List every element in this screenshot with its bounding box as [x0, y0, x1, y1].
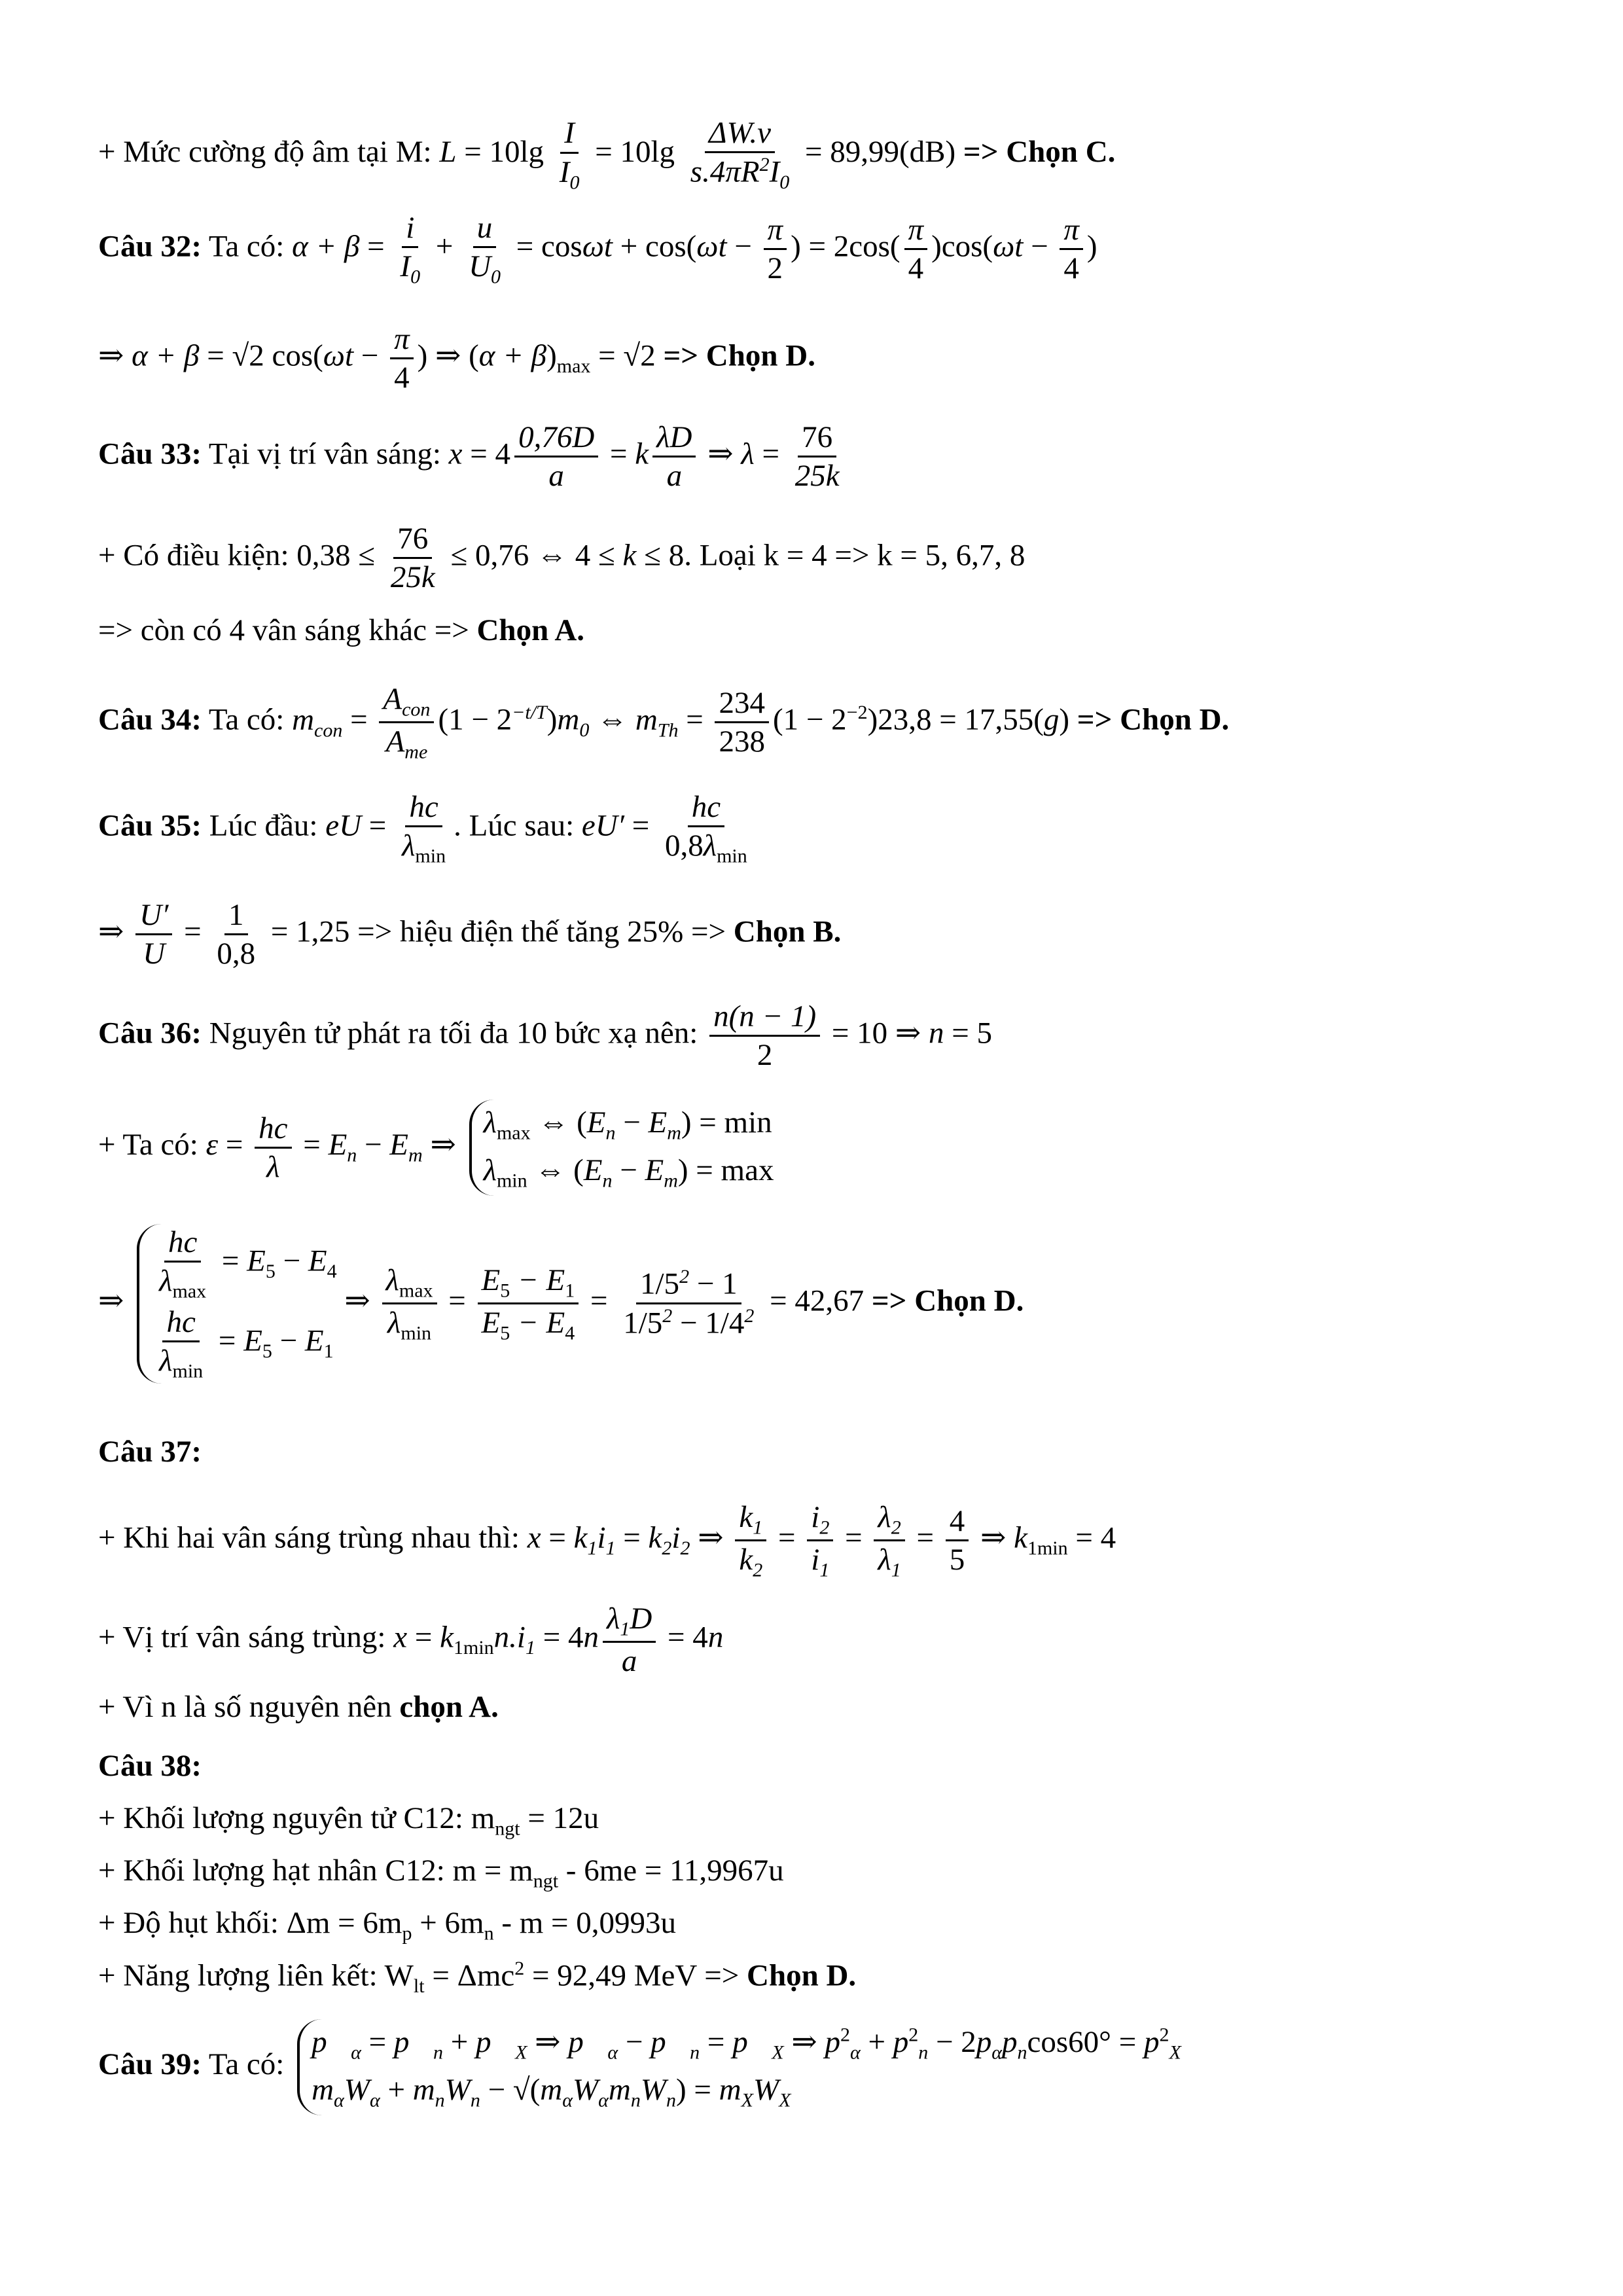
question-label: Câu 34:	[98, 702, 202, 737]
text: = Δmc	[424, 1958, 515, 1993]
text: - m = 0,0993u	[493, 1906, 677, 1940]
text: . Lúc sau:	[454, 808, 582, 843]
q38-line4: + Năng lượng liên kết: $W_{lt} = \Delta mc^2 = 92,49$ MeV => Chọn D.	[98, 1958, 857, 1998]
question-label: Câu 32:	[98, 229, 202, 264]
q35-line1: Câu 35: Lúc đầu: eU = hc $\lambda_{min}$ . Lúc sau: eU′ = hc $0,8\lambda_{min}$	[98, 790, 747, 867]
answer: Chọn A.	[476, 613, 585, 647]
text: + Có điều kiện:	[98, 538, 297, 573]
q33-line1: Câu 33: Tại vị trí vân sáng: x = 4 $\frac{0,76D}{a}$ = k $\frac{\lambda D}{a}$ ⇒ λ = $\frac{76}{25k}$	[98, 420, 840, 493]
text: = 92,49 MeV =>	[524, 1958, 747, 1993]
text: + Năng lượng liên kết: W	[98, 1958, 414, 1993]
text: + Ta có:	[98, 1128, 206, 1162]
fraction: $\frac{\Delta W.v}{s.4\pi R^2I_0}$	[690, 116, 790, 194]
answer: Chọn B.	[733, 914, 842, 949]
q39-line: Câu 39: Ta có: $p⃗_\alpha$ = $p⃗_n$ + $p⃗_X$ ⇒ $p⃗_\alpha$ − $p⃗_n$ = $p⃗_X$ ⇒ $p^2_\alpha + p^2_n - 2p_\alpha p_n\cos 60^\circ = p^2_X$ $m_\alpha W_\alpha + m_nW_n - √(m_\alpha W_\alpha m_nW_n) = m_XW_X$	[98, 2019, 1181, 2115]
text: + Khối lượng hạt nhân C12: m = m	[98, 1854, 533, 1888]
q37-label	[98, 1433, 202, 1470]
q38-label	[98, 1748, 202, 1784]
fraction: $\frac{I}{I_0}$	[559, 116, 580, 194]
q38-line2: + Khối lượng hạt nhân C12: $m = m_{ngt} - 6me = 11,9967u$	[98, 1854, 784, 1892]
question-label: Câu 39:	[98, 2047, 202, 2082]
question-label: Câu 38:	[98, 1749, 202, 1783]
question-label: Câu 33:	[98, 437, 202, 471]
text: - 6me = 11,9967u	[558, 1854, 784, 1888]
q34-line: Câu 34: Ta có: $m_{con}$ = $A_{con}$ $A_{me}$ $(1 - 2^{-t/T})m_0$ ⇔ $m_{Th}$ = $\frac{234}{238}$ $(1 - 2^{-2})23,8 = 17,55(g)$ => Chọn D.	[98, 682, 1230, 763]
text: = 12u	[520, 1801, 599, 1835]
line-sound-intensity: + Mức cường độ âm tại M: L = 10lg $\frac{I}{I_0}$ = 10lg $\frac{\Delta W.v}{s.4\pi R^2I_0}$ = 89,99(dB) => Chọn C.	[98, 116, 1116, 194]
q36-line3: ⇒ hc $\lambda_{max}$ = $E_5 - E_4$ hc $\lambda_{min}$ = $E_5 - E_1$ ⇒ $\lambda_{max}$ $\lambda_{min}$ = $\frac{E_5 - E_1}{E_5 - E_4}$ = $\frac{1/5^2 - 1}{1/5^2 - 1/4^2}$ = 42,67 => Chọn D.	[98, 1225, 1024, 1382]
text: + Vì n là số nguyên nên	[98, 1690, 400, 1724]
text: . Loại k = 4 => k = 5, 6,7, 8	[684, 538, 1026, 573]
q37-line3	[98, 1689, 499, 1725]
question-label: Câu 35:	[98, 808, 202, 843]
text: Nguyên tử phát ra tối đa 10 bức xạ nên:	[201, 1016, 706, 1050]
q37-line2: + Vị trí vân sáng trùng: $x = k_{1min}n.i_1 = 4n$ $\frac{\lambda_1D}{a}$ = 4n	[98, 1602, 724, 1679]
q33-line3	[98, 612, 584, 649]
q32-line1: Câu 32: Ta có: α + β = $\frac{i}{I_0}$ + $\frac{u}{U_0}$ = cosωt + cos(ωt − $\frac{\pi}{2}$ ) = 2cos( $\frac{\pi}{4}$ )cos(ωt − $\frac{\pi}{4}$ )	[98, 211, 1097, 288]
answer: => Chọn C.	[963, 135, 1116, 169]
q38-line1: + Khối lượng nguyên tử C12: $m_{ngt} = 12u$	[98, 1801, 599, 1840]
text: Ta có:	[201, 229, 293, 264]
text: + Khi hai vân sáng trùng nhau thì:	[98, 1520, 527, 1555]
q32-line2: ⇒ α + β = √2 cos(ωt − $\frac{\pi}{4}$ ) ⇒ $(\alpha + \beta)_{max} = √2$ => Chọn D.	[98, 322, 815, 395]
q37-line1: + Khi hai vân sáng trùng nhau thì: $x = k_1i_1 = k_2i_2$ ⇒ $\frac{k_1}{k_2}$ = $\frac{i_2}{i_1}$ = $\frac{\lambda_2}{\lambda_1}$ = $\frac{4}{5}$ ⇒ $k_{1min} = 4$	[98, 1500, 1116, 1581]
text: => hiệu điện thế tăng 25% =>	[349, 914, 734, 949]
text: + Vị trí vân sáng trùng:	[98, 1620, 394, 1655]
text: + Mức cường độ âm tại M:	[98, 135, 440, 169]
text: + Độ hụt khối: Δm = 6m	[98, 1906, 402, 1940]
answer: chọn A.	[399, 1690, 499, 1724]
answer: => Chọn D.	[1077, 702, 1230, 737]
answer: => Chọn D.	[871, 1283, 1024, 1318]
answer: Chọn D.	[747, 1958, 857, 1993]
text: Lúc đầu:	[201, 808, 326, 843]
text: Ta có:	[201, 702, 293, 737]
q33-line2: + Có điều kiện: 0,38 ≤ $\frac{76}{25k}$ ≤ 0,76 ⇔ 4 ≤ k ≤ 8. Loại k = 4 => k = 5, 6,7, 8	[98, 522, 1026, 595]
text: + 6m	[412, 1906, 484, 1940]
text: + Khối lượng nguyên tử C12: m	[98, 1801, 495, 1835]
question-label: Câu 36:	[98, 1016, 202, 1050]
text: Tại vị trí vân sáng:	[201, 437, 449, 471]
q36-line2: + Ta có: ε = $\frac{hc}{\lambda}$ = $E_n - E_m$ ⇒ $\lambda_{max}$ ⇔ $(E_n - E_m) = \min$ $\lambda_{min}$ ⇔ $(E_n - E_m) = \max$	[98, 1100, 774, 1196]
answer: => Chọn D.	[663, 338, 815, 373]
question-label: Câu 37:	[98, 1435, 202, 1469]
q38-line3: + Độ hụt khối: $\Delta m = 6m_p + 6m_n - m = 0,0993u$	[98, 1906, 677, 1945]
q35-line2: ⇒ $\frac{U'}{U}$ = $\frac{1}{0,8}$ = 1,25 => hiệu điện thế tăng 25% => Chọn B.	[98, 898, 842, 971]
q36-line1: Câu 36: Nguyên tử phát ra tối đa 10 bức xạ nên: $\frac{n(n - 1)}{2}$ = 10 ⇒ n = 5	[98, 999, 993, 1073]
text: Ta có:	[201, 2047, 293, 2082]
text: => còn có 4 vân sáng khác =>	[98, 613, 477, 647]
